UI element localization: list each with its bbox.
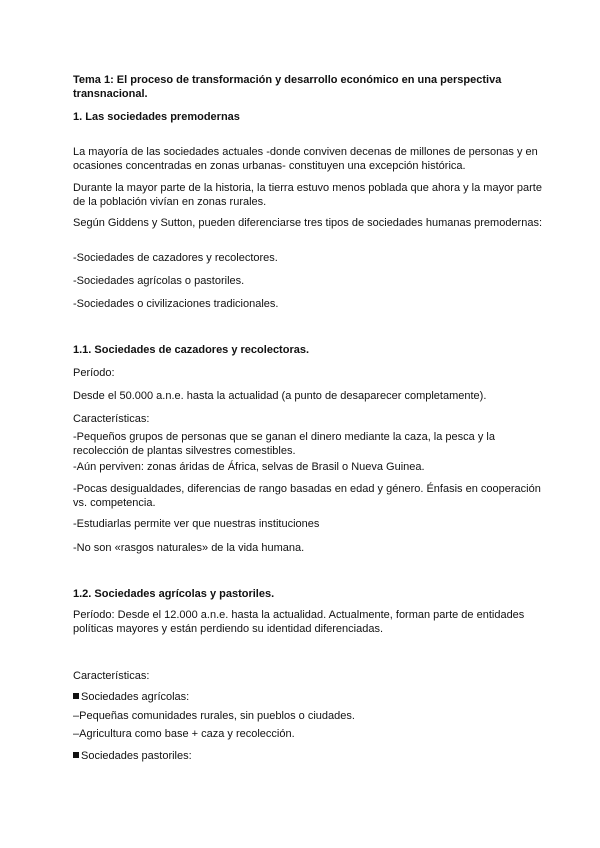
square-bullet-icon <box>73 752 79 758</box>
section-1-2-heading: 1.2. Sociedades agrícolas y pastoriles. <box>73 588 275 600</box>
section-1-1-heading: 1.1. Sociedades de cazadores y recolectoras. <box>73 344 310 356</box>
list-item: -Pequeños grupos de personas que se ganan el dinero mediante la caza, la pesca y la recolección de plantas silvestres comestibles. <box>73 431 495 457</box>
paragraph: Según Giddens y Sutton, pueden diferenciarse tres tipos de sociedades humanas premodernas: <box>73 217 543 229</box>
characteristics-label: Características: <box>73 670 150 682</box>
pastoriles-label: Sociedades pastoriles: <box>81 750 192 762</box>
list-item: –Pequeñas comunidades rurales, sin pueblos o ciudades. <box>73 710 355 722</box>
square-bullet-icon <box>73 693 79 699</box>
period-text: Período: Desde el 12.000 a.n.e. hasta la actualidad. Actualmente, forman parte de entidades políticas mayores y están perdiendo su identidad diferenciadas. <box>73 609 525 635</box>
list-item: -Sociedades agrícolas o pastoriles. <box>73 275 245 287</box>
list-item: -Sociedades de cazadores y recolectores. <box>73 252 278 264</box>
characteristics-label: Características: <box>73 413 150 425</box>
list-item: -Estudiarlas permite ver que nuestras instituciones <box>73 518 320 530</box>
document-title: Tema 1: El proceso de transformación y desarrollo económico en una perspectiva transnacional. <box>73 74 502 100</box>
list-item: -Sociedades o civilizaciones tradicionales. <box>73 298 279 310</box>
agricolas-label: Sociedades agrícolas: <box>81 691 190 703</box>
list-item: -No son «rasgos naturales» de la vida humana. <box>73 542 305 554</box>
list-item: -Pocas desigualdades, diferencias de rango basadas en edad y género. Énfasis en cooperación vs. competencia. <box>73 483 541 509</box>
paragraph: La mayoría de las sociedades actuales -donde conviven decenas de millones de personas y en ocasiones concentradas en zonas urbanas- constituyen una excepción histórica. <box>73 146 538 172</box>
section-1-heading: 1. Las sociedades premodernas <box>73 111 240 123</box>
subsection-label-agricolas <box>73 690 543 704</box>
period-text: Desde el 50.000 a.n.e. hasta la actualidad (a punto de desaparecer completamente). <box>73 390 487 402</box>
period-label: Período: <box>73 367 115 379</box>
list-item: –Agricultura como base + caza y recolección. <box>73 728 295 740</box>
subsection-label-pastoriles <box>73 749 543 763</box>
paragraph: Durante la mayor parte de la historia, la tierra estuvo menos poblada que ahora y la mayor parte de la población vivían en zonas rurales. <box>73 182 542 208</box>
list-item: -Aún perviven: zonas áridas de África, selvas de Brasil o Nueva Guinea. <box>73 461 425 473</box>
